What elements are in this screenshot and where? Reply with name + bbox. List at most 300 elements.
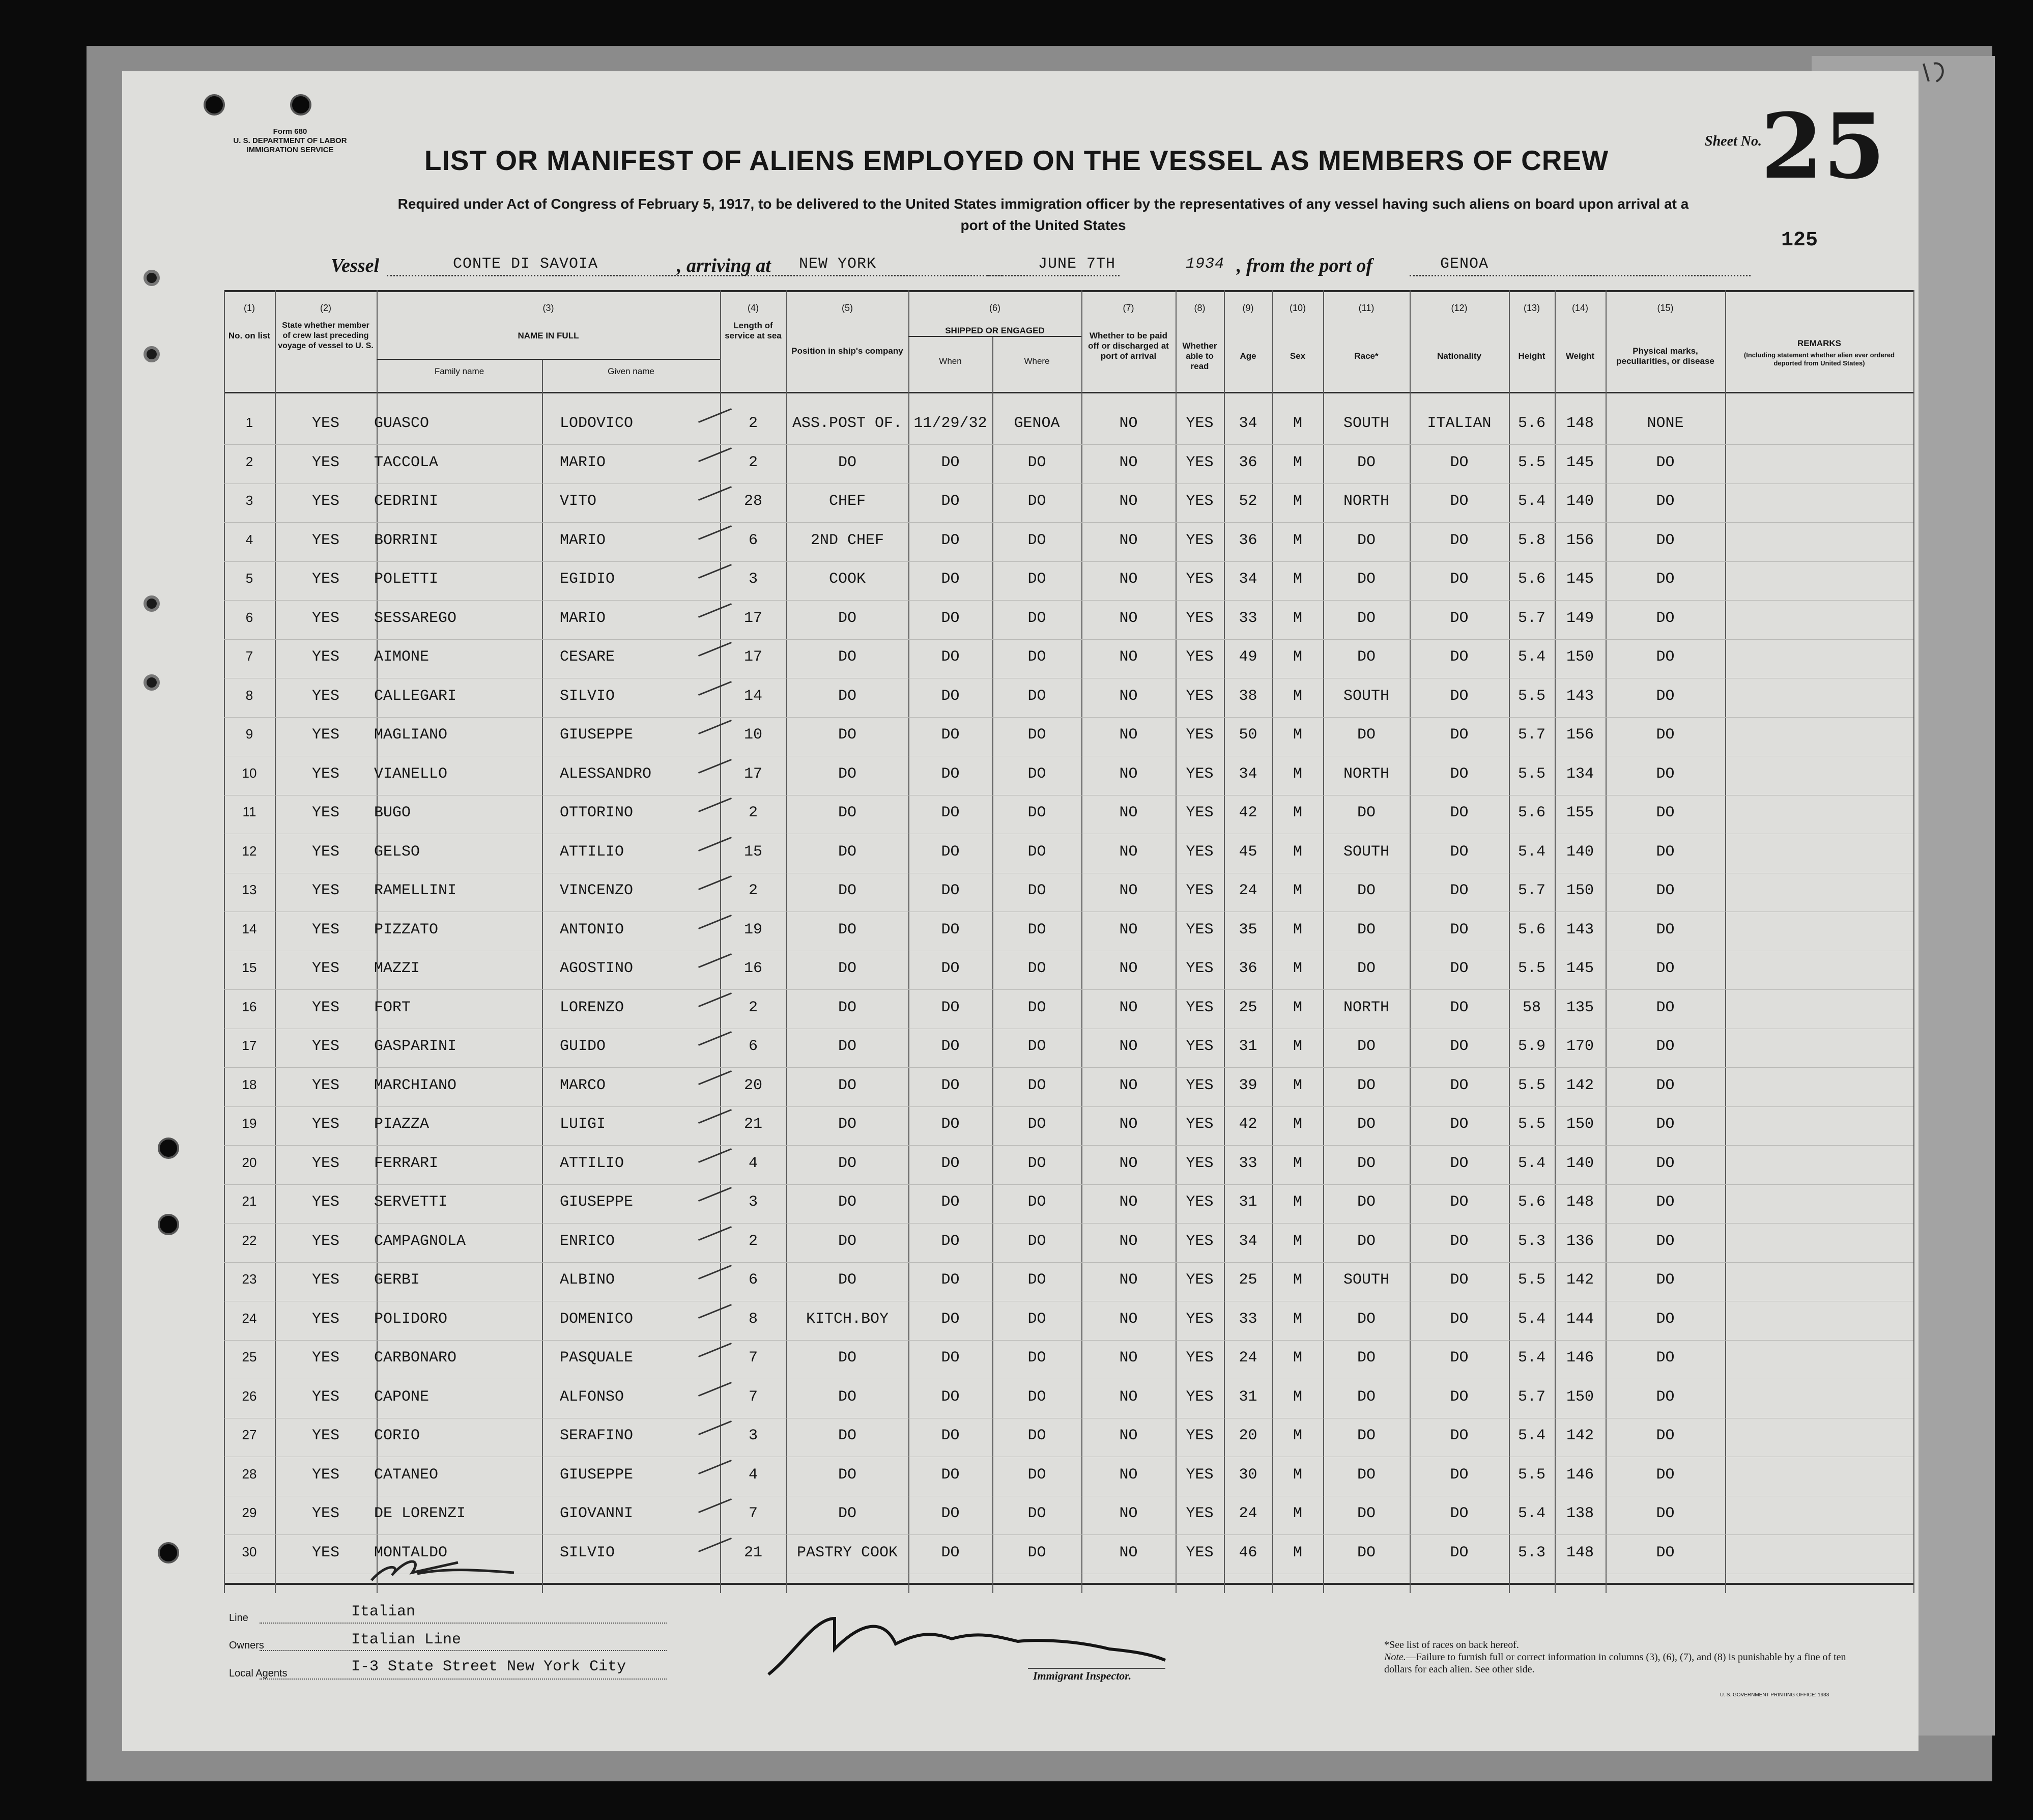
sex-cell: M [1293,1193,1302,1211]
physical-marks-cell: DO [1656,1116,1675,1133]
race-cell: DO [1357,1232,1376,1250]
height-cell: 5.4 [1517,1310,1545,1328]
paid-off-cell: NO [1119,1193,1138,1211]
length-of-service-cell: 10 [743,726,762,744]
shipped-where-cell: DO [1027,1038,1046,1055]
col-number: (5) [842,303,853,313]
crew-last-voyage-cell: YES [311,1466,339,1484]
height-cell: 5.4 [1517,1505,1545,1522]
header-family-name: Family name [434,366,484,376]
shipped-where-cell: DO [1027,1388,1046,1406]
able-to-read-cell: YES [1186,415,1214,432]
weight-cell: 135 [1566,999,1594,1016]
paid-off-cell: NO [1119,1232,1138,1250]
row-number-cell: 23 [242,1271,257,1287]
length-of-service-cell: 2 [748,882,758,899]
nationality-cell: DO [1450,765,1469,783]
family-name-cell: PIZZATO [374,921,439,939]
position-cell: DO [838,1466,856,1484]
nationality-cell: DO [1450,1116,1469,1133]
race-cell: NORTH [1343,765,1389,783]
shipped-when-cell: DO [941,921,960,939]
crew-last-voyage-cell: YES [311,765,339,783]
paid-off-cell: NO [1119,1388,1138,1406]
age-cell: 34 [1239,571,1257,588]
physical-marks-cell: DO [1656,1310,1675,1328]
shipped-where-cell: DO [1027,765,1046,783]
paid-off-cell: NO [1119,1544,1138,1561]
col-number: (15) [1657,303,1674,313]
position-cell: DO [838,1427,856,1444]
shipped-where-cell: DO [1027,1232,1046,1250]
crew-last-voyage-cell: YES [311,1038,339,1055]
crew-last-voyage-cell: YES [311,999,339,1016]
length-of-service-cell: 7 [748,1349,758,1367]
weight-cell: 148 [1566,415,1594,432]
able-to-read-cell: YES [1186,726,1214,744]
race-cell: SOUTH [1343,1271,1389,1289]
row-number-cell: 24 [242,1310,257,1326]
shipped-when-cell: DO [941,648,960,666]
race-cell: DO [1357,726,1376,744]
crew-last-voyage-cell: YES [311,1544,339,1561]
height-cell: 5.4 [1517,648,1545,666]
length-of-service-cell: 19 [743,921,762,939]
owners-label: Owners [229,1640,264,1651]
height-cell: 5.5 [1517,960,1545,977]
shipped-where-cell: DO [1027,1076,1046,1094]
col-number: (8) [1194,303,1206,313]
able-to-read-cell: YES [1186,1232,1214,1250]
race-cell: DO [1357,1349,1376,1367]
able-to-read-cell: YES [1186,921,1214,939]
age-cell: 25 [1239,1271,1257,1289]
physical-marks-cell: DO [1656,648,1675,666]
row-number-cell: 4 [245,531,253,547]
corner-mark-icon [1924,63,1943,81]
age-cell: 45 [1239,843,1257,861]
crew-last-voyage-cell: YES [311,1349,339,1367]
from-label: , from the port of [1237,255,1373,276]
sex-cell: M [1293,1271,1302,1289]
shipped-where-cell: DO [1027,921,1046,939]
document-title: LIST OR MANIFEST OF ALIENS EMPLOYED ON THE VESSEL AS MEMBERS OF CREW [424,145,1609,176]
age-cell: 35 [1239,921,1257,939]
position-cell: DO [838,1038,856,1055]
nationality-cell: DO [1450,1154,1469,1172]
able-to-read-cell: YES [1186,804,1214,821]
nationality-cell: DO [1450,531,1469,549]
length-of-service-cell: 6 [748,531,758,549]
height-cell: 5.7 [1517,609,1545,627]
age-cell: 50 [1239,726,1257,744]
shipped-where-cell: DO [1027,493,1046,510]
able-to-read-cell: YES [1186,882,1214,899]
age-cell: 31 [1239,1193,1257,1211]
note-text: —Failure to furnish full or correct information in columns (3), (6), (7), and (8) is punishable by a fine of ten dollars for each alien. See other side. [1384,1652,1846,1675]
crew-last-voyage-cell: YES [311,531,339,549]
physical-marks-cell: DO [1656,1076,1675,1094]
fine-note [1384,1651,1857,1675]
family-name-cell: MAZZI [374,960,420,977]
row-number-cell: 7 [245,648,253,664]
shipped-where-cell: DO [1027,1310,1046,1328]
weight-cell: 150 [1566,1388,1594,1406]
shipped-when-cell: DO [941,571,960,588]
given-name-cell: ALESSANDRO [560,765,652,783]
shipped-when-cell: 11/29/32 [913,415,987,432]
nationality-cell: DO [1450,921,1469,939]
race-cell: DO [1357,1154,1376,1172]
physical-marks-cell: DO [1656,843,1675,861]
nationality-cell: DO [1450,1193,1469,1211]
weight-cell: 150 [1566,1116,1594,1133]
weight-cell: 138 [1566,1505,1594,1522]
family-name-cell: CAPONE [374,1388,429,1406]
weight-cell: 145 [1566,453,1594,471]
row-number-cell: 1 [245,415,253,430]
given-name-cell: SERAFINO [560,1427,634,1444]
col-number: (9) [1242,303,1254,313]
nationality-cell: DO [1450,1427,1469,1444]
able-to-read-cell: YES [1186,609,1214,627]
subtitle-line-1: Required under Act of Congress of February 5, 1917, to be delivered to the United States immigration officer by the representatives of any vessel having such aliens on board upon arrival at a [397,196,1689,212]
age-cell: 42 [1239,804,1257,821]
weight-cell: 149 [1566,609,1594,627]
physical-marks-cell: DO [1656,882,1675,899]
crew-last-voyage-cell: YES [311,1076,339,1094]
race-cell: DO [1357,1193,1376,1211]
age-cell: 52 [1239,493,1257,510]
physical-marks-cell: DO [1656,1038,1675,1055]
weight-cell: 156 [1566,531,1594,549]
position-cell: CHEF [828,493,866,510]
age-cell: 33 [1239,609,1257,627]
age-cell: 20 [1239,1427,1257,1444]
able-to-read-cell: YES [1186,1349,1214,1367]
race-cell: NORTH [1343,999,1389,1016]
shipped-when-cell: DO [941,1349,960,1367]
race-cell: DO [1357,531,1376,549]
nationality-cell: DO [1450,1076,1469,1094]
given-name-cell: LODOVICO [560,415,634,432]
shipped-when-cell: DO [941,493,960,510]
shipped-when-cell: DO [941,1466,960,1484]
nationality-cell: DO [1450,571,1469,588]
given-name-cell: DOMENICO [560,1310,634,1328]
height-cell: 5.6 [1517,1193,1545,1211]
family-name-cell: MONTALDO [374,1544,448,1561]
header-when: When [939,356,962,366]
paid-off-cell: NO [1119,609,1138,627]
header-height: Height [1518,351,1545,361]
able-to-read-cell: YES [1186,453,1214,471]
crew-last-voyage-cell: YES [311,804,339,821]
age-cell: 36 [1239,960,1257,977]
paid-off-cell: NO [1119,1116,1138,1133]
weight-cell: 155 [1566,804,1594,821]
header-nationality: Nationality [1437,351,1481,361]
weight-cell: 140 [1566,493,1594,510]
paid-off-cell: NO [1119,1427,1138,1444]
position-cell: DO [838,999,856,1016]
paid-off-cell: NO [1119,571,1138,588]
age-cell: 31 [1239,1038,1257,1055]
row-number-cell: 9 [245,726,253,742]
sex-cell: M [1293,1505,1302,1522]
given-name-cell: GUIDO [560,1038,606,1055]
paid-off-cell: NO [1119,1349,1138,1367]
weight-cell: 148 [1566,1544,1594,1561]
sex-cell: M [1293,1154,1302,1172]
sex-cell: M [1293,648,1302,666]
age-cell: 34 [1239,415,1257,432]
able-to-read-cell: YES [1186,1193,1214,1211]
sex-cell: M [1293,609,1302,627]
shipped-where-cell: DO [1027,726,1046,744]
given-name-cell: AGOSTINO [560,960,634,977]
nationality-cell: DO [1450,1232,1469,1250]
family-name-cell: CARBONARO [374,1349,457,1367]
weight-cell: 146 [1566,1466,1594,1484]
shipped-when-cell: DO [941,531,960,549]
shipped-where-cell: DO [1027,531,1046,549]
position-cell: COOK [828,571,866,588]
sex-cell: M [1293,882,1302,899]
position-cell: DO [838,1388,856,1406]
header-sex: Sex [1290,351,1306,361]
position-cell: DO [838,1193,856,1211]
shipped-where-cell: DO [1027,1154,1046,1172]
physical-marks-cell: DO [1656,1193,1675,1211]
sex-cell: M [1293,1310,1302,1328]
physical-marks-cell: DO [1656,960,1675,977]
position-cell: DO [838,765,856,783]
position-cell: DO [838,648,856,666]
sex-cell: M [1293,1116,1302,1133]
row-number-cell: 28 [242,1466,257,1482]
position-cell: DO [838,960,856,977]
shipped-where-cell: DO [1027,1427,1046,1444]
nationality-cell: DO [1450,1271,1469,1289]
height-cell: 5.4 [1517,1349,1545,1367]
crew-last-voyage-cell: YES [311,726,339,744]
line-value: Italian [351,1603,416,1620]
inspector-signature-icon [768,1618,1165,1674]
family-name-cell: BUGO [374,804,411,821]
weight-cell: 148 [1566,1193,1594,1211]
position-cell: DO [838,1116,856,1133]
given-name-cell: LUIGI [560,1116,606,1133]
nationality-cell: DO [1450,1038,1469,1055]
paid-off-cell: NO [1119,726,1138,744]
crew-last-voyage-cell: YES [311,1154,339,1172]
header-given-name: Given name [608,366,654,376]
sex-cell: M [1293,1349,1302,1367]
header-length-of-service: Length of service at sea [725,321,782,340]
race-cell: DO [1357,882,1376,899]
position-cell: DO [838,1271,856,1289]
length-of-service-cell: 2 [748,1232,758,1250]
given-name-cell: GIOVANNI [560,1505,634,1522]
paid-off-cell: NO [1119,843,1138,861]
race-cell: DO [1357,1388,1376,1406]
weight-cell: 143 [1566,921,1594,939]
row-number-cell: 20 [242,1154,257,1170]
position-cell: DO [838,1154,856,1172]
crew-last-voyage-cell: YES [311,415,339,432]
able-to-read-cell: YES [1186,571,1214,588]
race-cell: DO [1357,804,1376,821]
race-cell: SOUTH [1343,843,1389,861]
nationality-cell: DO [1450,1349,1469,1367]
inspector-label: Immigrant Inspector. [1033,1669,1132,1682]
height-cell: 5.4 [1517,1154,1545,1172]
paid-off-cell: NO [1119,1466,1138,1484]
sex-cell: M [1293,1232,1302,1250]
paid-off-cell: NO [1119,960,1138,977]
height-cell: 5.4 [1517,843,1545,861]
age-cell: 24 [1239,1505,1257,1522]
sex-cell: M [1293,843,1302,861]
given-name-cell: CESARE [560,648,615,666]
able-to-read-cell: YES [1186,1038,1214,1055]
physical-marks-cell: DO [1656,1505,1675,1522]
crew-last-voyage-cell: YES [311,609,339,627]
family-name-cell: BORRINI [374,531,439,549]
shipped-when-cell: DO [941,1076,960,1094]
shipped-when-cell: DO [941,882,960,899]
header-paid-off: Whether to be paid off or discharged at port of arrival [1088,331,1169,361]
row-number-cell: 10 [242,765,257,781]
sex-cell: M [1293,999,1302,1016]
race-cell: DO [1357,648,1376,666]
shipped-when-cell: DO [941,687,960,705]
col-number: (10) [1289,303,1306,313]
position-cell: DO [838,1232,856,1250]
shipped-where-cell: DO [1027,1116,1046,1133]
weight-cell: 134 [1566,765,1594,783]
row-number-cell: 26 [242,1388,257,1404]
shipped-where-cell: DO [1027,1271,1046,1289]
paid-off-cell: NO [1119,531,1138,549]
row-number-cell: 2 [245,453,253,469]
physical-marks-cell: DO [1656,1388,1675,1406]
header-age: Age [1240,351,1256,361]
position-cell: DO [838,882,856,899]
race-cell: DO [1357,571,1376,588]
weight-cell: 142 [1566,1427,1594,1444]
given-name-cell: MARCO [560,1076,606,1094]
position-cell: PASTRY COOK [796,1544,898,1561]
height-cell: 5.6 [1517,921,1545,939]
col-number: (4) [748,303,759,313]
shipped-where-cell: DO [1027,843,1046,861]
family-name-cell: VIANELLO [374,765,448,783]
paid-off-cell: NO [1119,804,1138,821]
sheet-number: 25 [1761,94,1885,199]
shipped-where-cell: GENOA [1014,415,1060,432]
height-cell: 5.4 [1517,1427,1545,1444]
race-cell: DO [1357,1076,1376,1094]
sex-cell: M [1293,1466,1302,1484]
family-name-cell: CORIO [374,1427,420,1444]
shipped-when-cell: DO [941,1505,960,1522]
footer-notes [1384,1639,1857,1675]
given-name-cell: SILVIO [560,687,615,705]
crew-last-voyage-cell: YES [311,921,339,939]
col-number: (7) [1123,303,1134,313]
paid-off-cell: NO [1119,648,1138,666]
position-cell: DO [838,453,856,471]
given-name-cell: LORENZO [560,999,624,1016]
position-cell: DO [838,609,856,627]
age-cell: 46 [1239,1544,1257,1561]
given-name-cell: ENRICO [560,1232,615,1250]
header-weight: Weight [1565,351,1595,361]
subtitle-line-2: port of the United States [960,217,1126,233]
position-cell: DO [838,1076,856,1094]
length-of-service-cell: 6 [748,1271,758,1289]
race-cell: DO [1357,921,1376,939]
family-name-cell: TACCOLA [374,453,439,471]
weight-cell: 144 [1566,1310,1594,1328]
col-number: (2) [320,303,331,313]
nationality-cell: DO [1450,882,1469,899]
shipped-when-cell: DO [941,1544,960,1561]
position-cell: DO [838,843,856,861]
physical-marks-cell: DO [1656,804,1675,821]
length-of-service-cell: 6 [748,1038,758,1055]
paid-off-cell: NO [1119,882,1138,899]
nationality-cell: DO [1450,843,1469,861]
position-cell: DO [838,1349,856,1367]
shipped-where-cell: DO [1027,960,1046,977]
height-cell: 5.3 [1517,1232,1545,1250]
age-cell: 38 [1239,687,1257,705]
height-cell: 5.5 [1517,765,1545,783]
sex-cell: M [1293,687,1302,705]
given-name-cell: OTTORINO [560,804,634,821]
weight-cell: 143 [1566,687,1594,705]
shipped-where-cell: DO [1027,609,1046,627]
height-cell: 5.7 [1517,726,1545,744]
crew-last-voyage-cell: YES [311,648,339,666]
paid-off-cell: NO [1119,415,1138,432]
family-name-cell: POLETTI [374,571,439,588]
sex-cell: M [1293,921,1302,939]
paid-off-cell: NO [1119,1310,1138,1328]
crew-last-voyage-cell: YES [311,1193,339,1211]
length-of-service-cell: 3 [748,1427,758,1444]
row-number-cell: 18 [242,1076,257,1092]
paid-off-cell: NO [1119,1038,1138,1055]
able-to-read-cell: YES [1186,1505,1214,1522]
physical-marks-cell: DO [1656,1466,1675,1484]
shipped-where-cell: DO [1027,1193,1046,1211]
sheet-number-label: Sheet No. [1705,133,1762,149]
crew-last-voyage-cell: YES [311,1116,339,1133]
given-name-cell: ANTONIO [560,921,624,939]
row-number-cell: 16 [242,999,257,1014]
nationality-cell: DO [1450,960,1469,977]
height-cell: 5.8 [1517,531,1545,549]
length-of-service-cell: 8 [748,1310,758,1328]
sex-cell: M [1293,1038,1302,1055]
row-number-cell: 21 [242,1193,257,1209]
shipped-where-cell: DO [1027,453,1046,471]
shipped-when-cell: DO [941,453,960,471]
